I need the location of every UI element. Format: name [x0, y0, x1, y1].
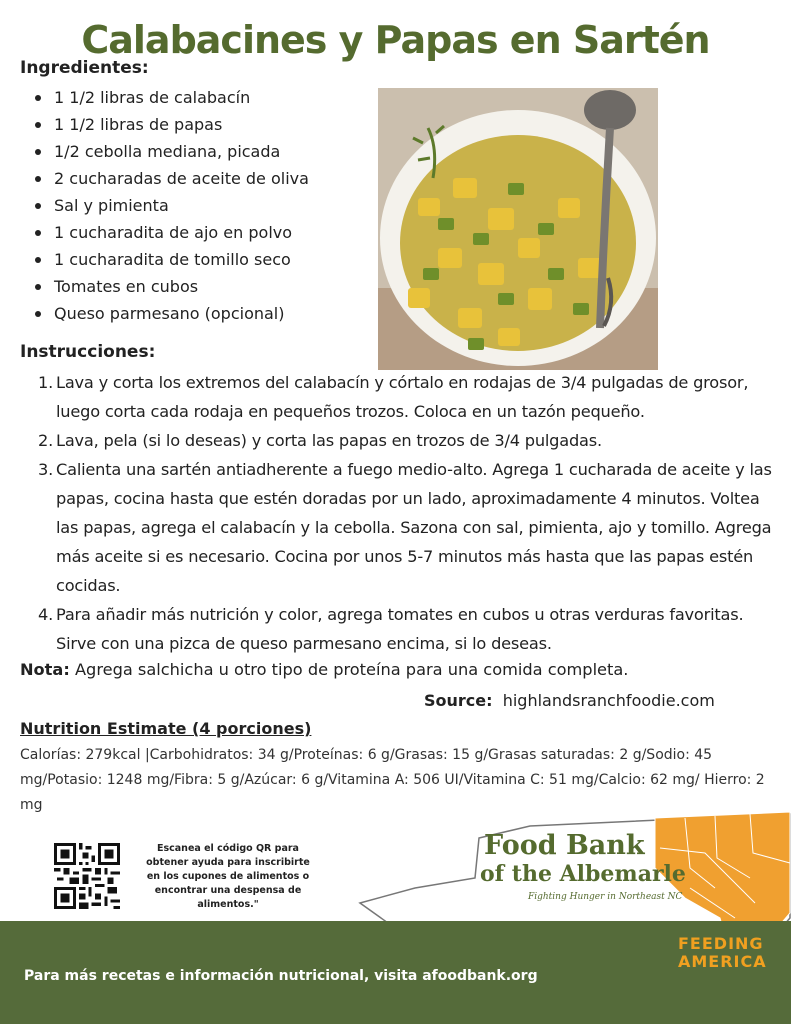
- ingredient-item: Queso parmesano (opcional): [20, 300, 309, 327]
- ingredient-item: 1 1/2 libras de calabacín: [20, 84, 309, 111]
- ingredients-list: [20, 84, 309, 327]
- ingredients-heading: Ingredientes:: [20, 58, 149, 78]
- step-text: Lava, pela (si lo deseas) y corta las papas en trozos de 3/4 pulgadas.: [56, 431, 602, 450]
- instructions-list: [20, 368, 780, 658]
- food-bank-name-line2: of the Albemarle: [480, 861, 686, 887]
- step-number: 2.: [38, 431, 54, 450]
- step-number: 4.: [38, 605, 54, 624]
- ingredient-item: 2 cucharadas de aceite de oliva: [20, 165, 309, 192]
- nutrition-text: Calorías: 279kcal |Carbohidratos: 34 g/Proteínas: 6 g/Grasas: 15 g/Grasas saturadas: 2 g/Sodio: 45 mg/Potasio: 1248 mg/Fibra: 5 g/Azúcar: 6 g/Vitamina A: 506 UI/Vitamina C: 51 mg/Calcio: 62 mg/ Hierro: 2 mg: [20, 747, 765, 813]
- ingredient-item: 1 1/2 libras de papas: [20, 111, 309, 138]
- food-bank-tagline: Fighting Hunger in Northeast NC: [528, 892, 683, 902]
- step-number: 3.: [38, 460, 54, 479]
- nutrition-heading: Nutrition Estimate (4 porciones): [20, 719, 312, 738]
- instruction-step: [20, 368, 780, 426]
- note-text: Agrega salchicha u otro tipo de proteína para una comida completa.: [74, 660, 629, 679]
- instruction-step: [20, 426, 780, 455]
- qr-caption: Escanea el código QR para obtener ayuda para inscribirte en los cupones de alimentos o encontrar una despensa de alimentos.": [146, 843, 310, 910]
- instruction-step: [20, 455, 780, 600]
- ingredient-item: 1/2 cebolla mediana, picada: [20, 138, 309, 165]
- food-bank-name-line1: Food Bank: [484, 830, 645, 861]
- feeding-america-line2: AMERICA: [678, 952, 767, 971]
- ingredient-item: 1 cucharadita de ajo en polvo: [20, 219, 309, 246]
- ingredient-item: Tomates en cubos: [20, 273, 309, 300]
- source-value: highlandsranchfoodie.com: [502, 691, 715, 710]
- instructions-heading: Instrucciones:: [20, 342, 156, 362]
- step-text: Calienta una sartén antiadherente a fuego medio-alto. Agrega 1 cucharada de aceite y las papas, cocina hasta que estén doradas por un lado, aproximadamente 4 minutos. Voltea las papas, agrega el calabacín y la cebolla. Sazona con sal, pimienta, ajo y tomillo. Agrega más aceite si es necesario. Cocina por unos 5-7 minutos más hasta que las papas estén cocidas.: [56, 460, 772, 595]
- qr-code-icon[interactable]: [54, 843, 120, 909]
- step-text: Para añadir más nutrición y color, agrega tomates en cubos u otras verduras favoritas. Sirve con una pizca de queso parmesano encima, si lo deseas.: [56, 605, 744, 653]
- recipe-note: [20, 660, 628, 679]
- feeding-america-line1: FEEDING: [678, 934, 764, 953]
- step-text: Lava y corta los extremos del calabacín y córtalo en rodajas de 3/4 pulgadas de grosor, luego corta cada rodaja en pequeños trozos. Coloca en un tazón pequeño.: [56, 373, 749, 421]
- source-label: Source:: [424, 691, 493, 710]
- ingredient-item: 1 cucharadita de tomillo seco: [20, 246, 309, 273]
- recipe-title: Calabacines y Papas en Sartén: [81, 18, 710, 62]
- ingredient-item: Sal y pimienta: [20, 192, 309, 219]
- zucchini-potato-bowl-photo: [378, 88, 658, 370]
- instruction-step: [20, 600, 780, 658]
- note-label: Nota:: [20, 660, 70, 679]
- step-number: 1.: [38, 373, 54, 392]
- recipe-source: [424, 691, 715, 710]
- footer-text: Para más recetas e información nutricional, visita afoodbank.org: [24, 968, 538, 984]
- feeding-america-logo: [678, 935, 767, 971]
